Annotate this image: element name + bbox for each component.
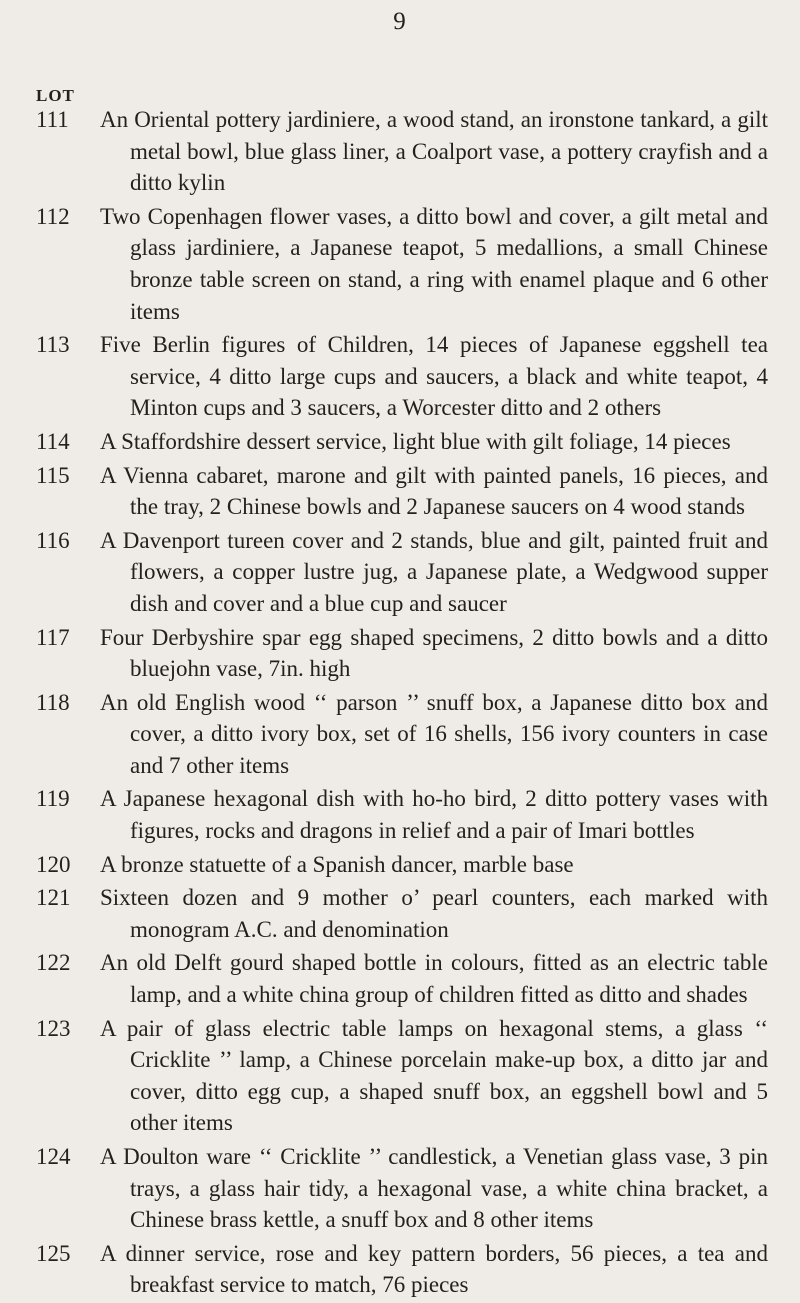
lot-column-header: LOT — [36, 86, 75, 105]
lot-description: A Staffordshire dessert service, light blue with gilt foliage, 14 pieces — [100, 428, 731, 454]
lot-description: Five Berlin figures of Children, 14 pieces of Japanese eggshell tea service, 4 ditto large cups and saucers, a black and white teapot, 4 Minton cups and 3 saucers, a Worcester ditto and 2 others — [100, 332, 768, 421]
lot-number: 122 — [36, 950, 71, 976]
lot-item — [0, 783, 800, 846]
lot-number: 120 — [36, 851, 71, 877]
lot-description: A pair of glass electric table lamps on hexagonal stems, a glass ‘‘ Cricklite ’’ lamp, a Chinese porcelain make-up box, a ditto jar and cover, ditto egg cup, a shaped snuff box, an eggshell bowl and 5 other items — [100, 1015, 768, 1136]
lot-item — [0, 1013, 800, 1139]
lot-description: Two Copenhagen flower vases, a ditto bowl and cover, a gilt metal and glass jardiniere, a Japanese teapot, 5 medallions, a small Chinese bronze table screen on stand, a ring with enamel plaque and 6 other items — [100, 203, 768, 324]
lot-number: 115 — [36, 462, 70, 488]
lot-number: 112 — [36, 203, 70, 229]
lot-description: A dinner service, rose and key pattern borders, 56 pieces, a tea and breakfast service to match, 76 pieces — [100, 1240, 768, 1298]
lot-item — [0, 329, 800, 424]
lot-description: A Vienna cabaret, marone and gilt with painted panels, 16 pieces, and the tray, 2 Chinese bowls and 2 Japanese saucers on 4 wood stands — [100, 462, 768, 520]
lot-description: Sixteen dozen and 9 mother o’ pearl counters, each marked with monogram A.C. and denomination — [100, 885, 768, 942]
lot-item — [0, 947, 800, 1010]
lot-number: 123 — [36, 1015, 71, 1041]
lot-number: 116 — [36, 527, 70, 553]
lot-description: A Japanese hexagonal dish with ho-ho bird, 2 ditto pottery vases with figures, rocks and dragons in relief and a pair of Imari bottles — [100, 786, 768, 844]
lot-number: 113 — [36, 332, 70, 358]
lot-description: An old Delft gourd shaped bottle in colours, fitted as an electric table lamp, and a white china group of children fitted as ditto and shades — [100, 950, 768, 1008]
lot-number: 118 — [36, 689, 70, 715]
lot-description: A bronze statuette of a Spanish dancer, marble base — [100, 851, 574, 877]
lot-description: A Doulton ware ‘‘ Cricklite ’’ candlestick, a Venetian glass vase, 3 pin trays, a glass hair tidy, a hexagonal vase, a white china bracket, a Chinese brass kettle, a snuff box and 8 other items — [100, 1144, 768, 1233]
lot-item — [0, 1141, 800, 1236]
lot-item — [0, 525, 800, 620]
lot-item — [0, 104, 800, 199]
lot-description: Four Derbyshire spar egg shaped specimens, 2 ditto bowls and a ditto bluejohn vase, 7in. high — [100, 624, 768, 682]
lot-number: 114 — [36, 428, 70, 454]
lot-item — [0, 201, 800, 327]
lot-number: 119 — [36, 786, 70, 812]
lot-item — [0, 1238, 800, 1301]
lot-number: 125 — [36, 1240, 71, 1266]
page-number: 9 — [393, 8, 407, 35]
lot-description: An old English wood ‘‘ parson ’’ snuff box, a Japanese ditto box and cover, a ditto ivory box, set of 16 shells, 156 ivory counters in case and 7 other items — [100, 689, 768, 778]
lot-number: 124 — [36, 1144, 71, 1169]
lot-item — [0, 460, 800, 523]
lot-description: An Oriental pottery jardiniere, a wood stand, an ironstone tankard, a gilt metal bowl, blue glass liner, a Coalport vase, a pottery crayfish and a ditto kylin — [100, 107, 768, 196]
lot-item — [0, 426, 800, 458]
lot-number: 121 — [36, 885, 71, 911]
lot-item — [0, 882, 800, 945]
lot-item — [0, 622, 800, 685]
lot-list — [0, 104, 800, 1303]
lot-description: A Davenport tureen cover and 2 stands, blue and gilt, painted fruit and flowers, a copper lustre jug, a Japanese plate, a Wedgwood supper dish and cover and a blue cup and saucer — [100, 527, 768, 616]
lot-number: 111 — [36, 107, 69, 132]
lot-item — [0, 687, 800, 782]
lot-number: 117 — [36, 624, 70, 650]
lot-item — [0, 849, 800, 881]
